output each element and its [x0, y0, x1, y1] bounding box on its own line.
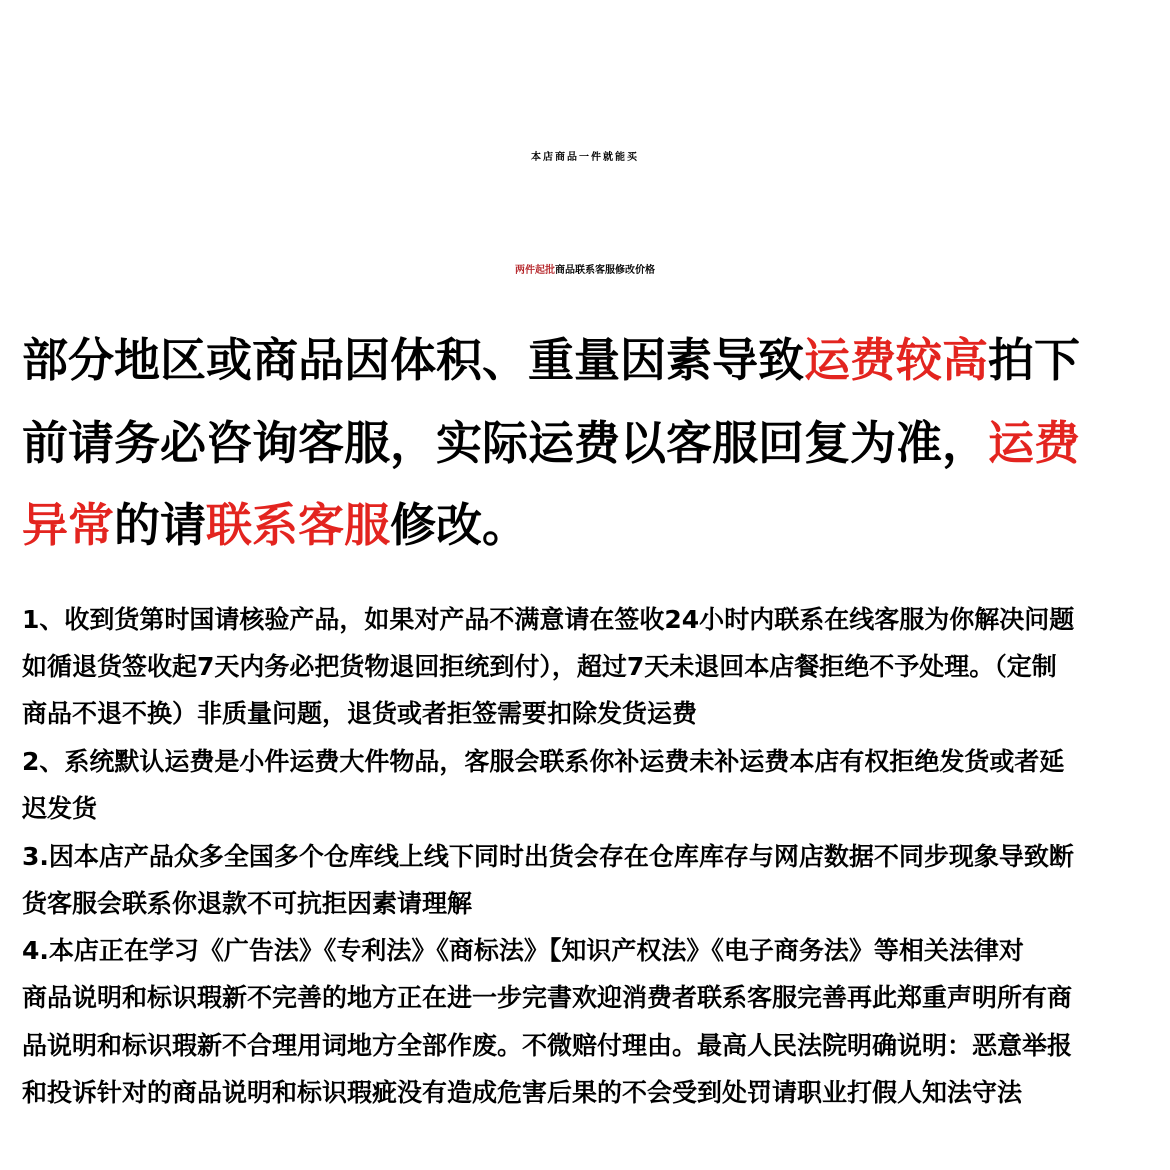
terms-line: 3.因本店产品众多全国多个仓库线上线下同时出货会存在仓库库存与网店数据不同步现象导致断 [22, 842, 1074, 871]
notice-text: 的请 [114, 498, 206, 552]
notice-line-1 [22, 332, 1080, 388]
terms-line: 商品说明和标识瑕新不完善的地方正在进一步完書欢迎消费者联系客服完善再此郑重声明所有商 [22, 983, 1073, 1012]
notice-highlight: 联系客服 [206, 498, 390, 552]
notice-text: 部分地区或商品因体积、重量因素导致 [22, 333, 804, 387]
terms-line: 4.本店正在学习《广告法》《专利法》《商标法》【知识产权法》《电子商务法》等相关法律对 [22, 936, 1024, 965]
terms-line: 品说明和标识瑕新不合理用词地方全部作废。不微赔付理由。最高人民法院明确说明：恶意举报 [22, 1031, 1073, 1060]
notice-highlight: 运费 [988, 416, 1080, 470]
headline: 本店商品一件就能买 [531, 152, 639, 163]
notice-line-3 [22, 497, 528, 553]
notice-text: 前请务必咨询客服，实际运费以客服回复为准， [22, 416, 988, 470]
terms-line: 1、收到货第时国请核验产品，如果对产品不满意请在签收24小时内联系在线客服为你解决问题 [22, 605, 1075, 634]
notice-highlight: 运费较高 [804, 333, 988, 387]
terms-line: 迟发货 [22, 794, 98, 823]
notice-text: 拍下 [988, 333, 1080, 387]
terms-line: 如循退货签收起7天内务必把货物退回拒统到付），超过7天未退回本店餐拒绝不予处理。（定制 [22, 652, 1057, 681]
notice-line-2 [22, 415, 1080, 471]
notice-text: 修改。 [390, 498, 528, 552]
notice-highlight: 异常 [22, 498, 114, 552]
subheadline [0, 243, 1170, 299]
terms-line: 2、系统默认运费是小件运费大件物品，客服会联系你补运费未补运费本店有权拒绝发货或者延 [22, 747, 1065, 776]
subheadline-highlight: 两件起批 [515, 265, 555, 276]
terms-line: 和投诉针对的商品说明和标识瑕疵没有造成危害后果的不会受到处罚请职业打假人知法守法 [22, 1078, 1023, 1107]
terms-line: 货客服会联系你退款不可抗拒因素请理解 [22, 889, 473, 918]
subheadline-text: 商品联系客服修改价格 [555, 265, 655, 276]
terms-line: 商品不退不换）非质量问题，退货或者拒签需要扣除发货运费 [22, 699, 698, 728]
